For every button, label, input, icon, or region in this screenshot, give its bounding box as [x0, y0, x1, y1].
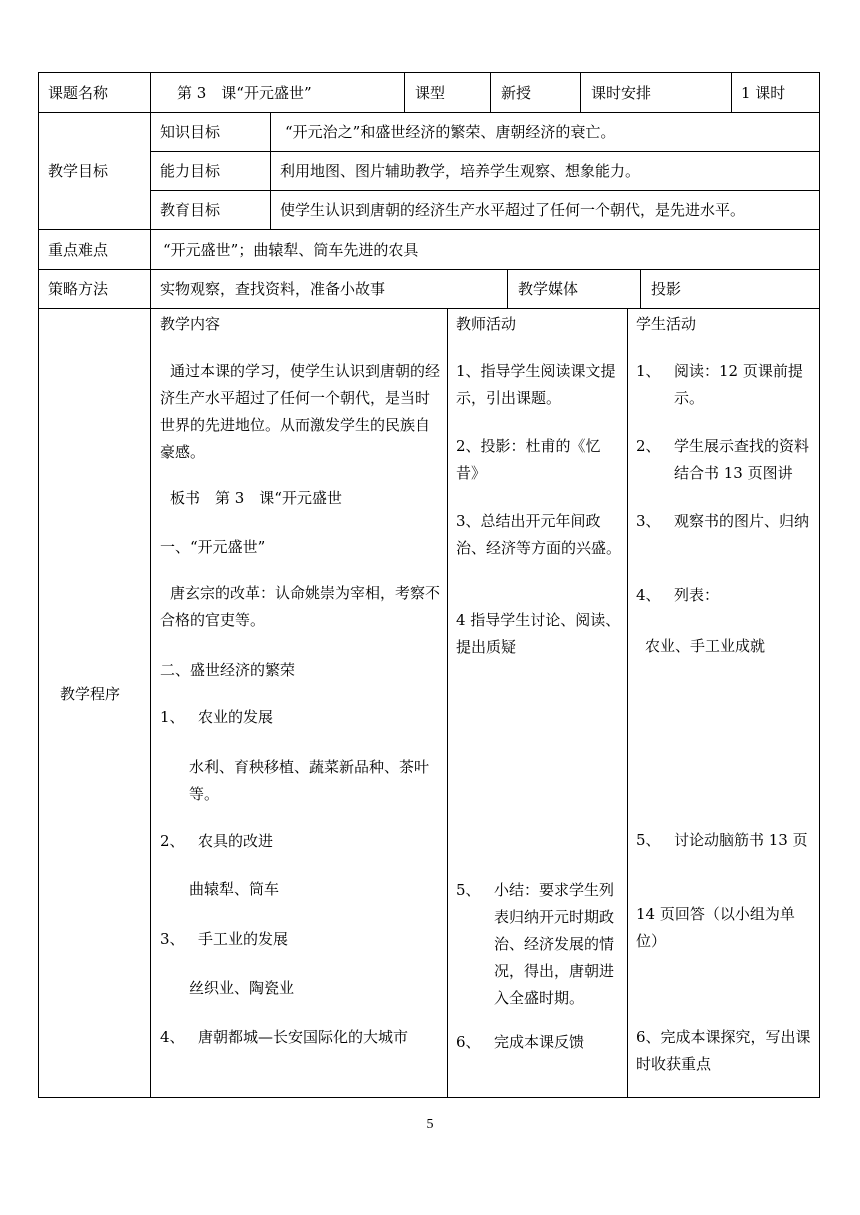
item-number: 4、 — [160, 1028, 185, 1046]
item-number: 1、 — [636, 362, 661, 380]
content-item-2-detail: 曲辕犁、筒车 — [189, 880, 280, 898]
content-item-1-detail: 水利、育秧移植、蔬菜新品种、茶叶等。 — [189, 758, 430, 803]
type-value: 新授 — [501, 84, 532, 102]
item-number: 5、 — [456, 881, 481, 899]
hours-label: 课时安排 — [591, 84, 652, 102]
item-text: 唐朝都城—长安国际化的大城市 — [198, 1028, 409, 1046]
item-text: 列表： — [674, 586, 720, 604]
item-text: 农具的改进 — [198, 832, 274, 850]
education-value: 使学生认识到唐朝的经济生产水平超过了任何一个朝代，是先进水平。 — [280, 201, 746, 219]
item-text: 农业的发展 — [198, 708, 274, 726]
title-label: 课题名称 — [48, 84, 109, 102]
student-header: 学生活动 — [636, 315, 697, 333]
item-number: 3、 — [160, 930, 185, 948]
student-activity-6: 6、完成本课探究，写出课时收获重点 — [636, 1028, 811, 1073]
item-number: 4、 — [636, 586, 661, 604]
row-divider — [150, 151, 820, 152]
content-section-2: 二、盛世经济的繁荣 — [160, 661, 296, 679]
content-reform: 唐玄宗的改革：认命姚崇为宰相，考察不合格的官吏等。 — [160, 584, 441, 629]
goals-label: 教学目标 — [48, 162, 109, 180]
student-activity-4-detail: 农业、手工业成就 — [645, 637, 766, 655]
column-divider — [627, 308, 628, 1098]
student-activity-5-continued: 14 页回答（以小组为单位） — [636, 905, 795, 950]
ability-value: 利用地图、图片辅助教学，培养学生观察、想象能力。 — [280, 162, 641, 180]
row-divider — [150, 190, 820, 191]
row-divider — [38, 308, 820, 309]
ability-label: 能力目标 — [160, 162, 221, 180]
column-divider — [150, 72, 151, 1098]
content-item-3-detail: 丝织业、陶瓷业 — [189, 979, 295, 997]
knowledge-value: “开元治之”和盛世经济的繁荣、唐朝经济的衰亡。 — [285, 123, 616, 141]
column-divider — [580, 72, 581, 112]
column-divider — [404, 72, 405, 112]
item-text: 讨论动脑筋书 13 页 — [674, 831, 808, 849]
item-text: 学生展示查找的资料结合书 13 页图讲 — [674, 437, 810, 482]
content-intro: 通过本课的学习，使学生认识到唐朝的经济生产水平超过了任何一个朝代，是当时世界的先进地位。从而激发学生的民族自豪感。 — [160, 362, 441, 461]
item-number: 5、 — [636, 831, 661, 849]
column-divider — [507, 269, 508, 308]
media-value: 投影 — [651, 280, 682, 298]
column-divider — [447, 308, 448, 1098]
row-divider — [38, 112, 820, 113]
item-text: 观察书的图片、归纳 — [674, 512, 810, 530]
column-divider — [640, 269, 641, 308]
media-label: 教学媒体 — [518, 280, 579, 298]
teacher-activity-4: 4 指导学生讨论、阅读、提出质疑 — [456, 611, 621, 656]
item-number: 2、 — [160, 832, 185, 850]
content-board: 板书 第 3 课“开元盛世 — [170, 489, 342, 507]
teacher-header: 教师活动 — [456, 315, 517, 333]
hours-value: 1 课时 — [741, 84, 786, 102]
column-divider — [490, 72, 491, 112]
row-divider — [38, 269, 820, 270]
row-divider — [38, 229, 820, 230]
item-text: 完成本课反馈 — [494, 1033, 585, 1051]
content-section-1: 一、“开元盛世” — [160, 538, 266, 556]
knowledge-label: 知识目标 — [160, 123, 221, 141]
column-divider — [270, 112, 271, 229]
item-number: 3、 — [636, 512, 661, 530]
teacher-activity-3: 3、总结出开元年间政治、经济等方面的兴盛。 — [456, 512, 622, 557]
content-header: 教学内容 — [160, 315, 221, 333]
item-number: 2、 — [636, 437, 661, 455]
item-text: 小结：要求学生列表归纳开元时期政治、经济发展的情况，得出，唐朝进入全盛时期。 — [494, 881, 615, 1007]
type-label: 课型 — [415, 84, 446, 102]
column-divider — [731, 72, 732, 112]
title-value: 第 3 课“开元盛世” — [177, 84, 312, 102]
page-number: 5 — [426, 1117, 434, 1132]
strategy-value: 实物观察，查找资料，准备小故事 — [160, 280, 386, 298]
teacher-activity-2: 2、投影：杜甫的《忆昔》 — [456, 437, 601, 482]
procedure-label: 教学程序 — [60, 685, 121, 703]
item-text: 阅读：12 页课前提示。 — [674, 362, 803, 407]
education-label: 教育目标 — [160, 201, 221, 219]
key-points-label: 重点难点 — [48, 241, 109, 259]
item-number: 6、 — [456, 1033, 481, 1051]
strategy-label: 策略方法 — [48, 280, 109, 298]
item-text: 手工业的发展 — [198, 930, 289, 948]
item-number: 1、 — [160, 708, 185, 726]
teacher-activity-1: 1、指导学生阅读课文提示，引出课题。 — [456, 362, 616, 407]
key-points-value: “开元盛世”；曲辕犁、筒车先进的农具 — [163, 241, 419, 259]
